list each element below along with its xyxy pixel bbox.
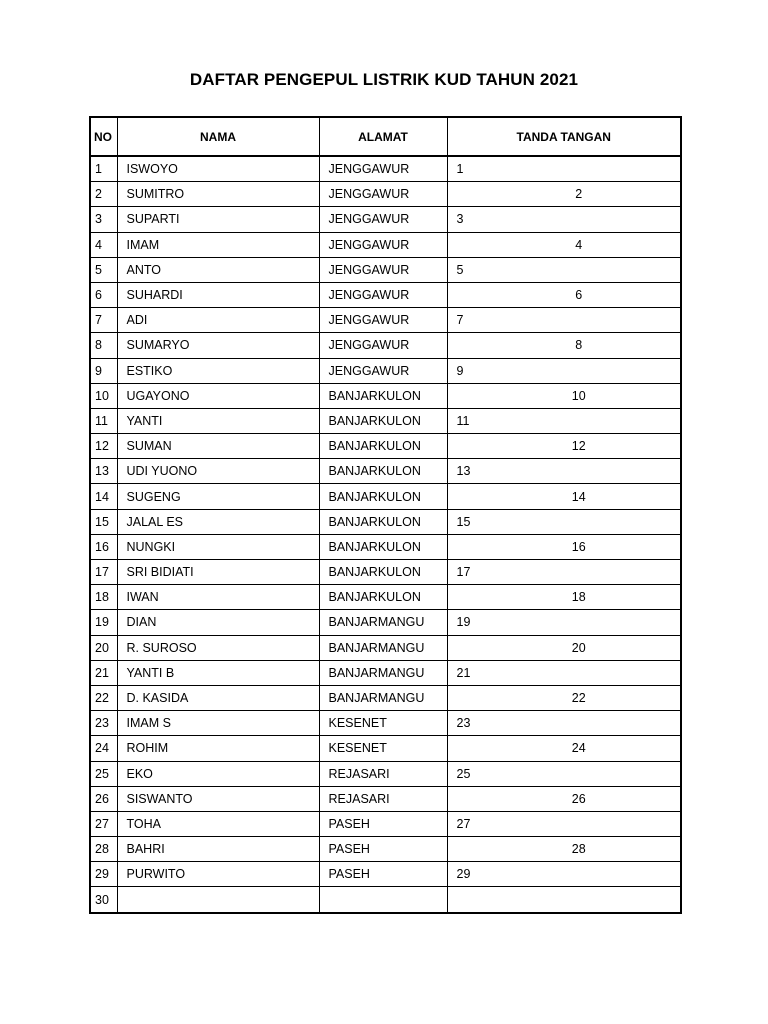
table-row xyxy=(90,434,681,459)
cell-no: 30 xyxy=(90,887,117,913)
cell-tanda-tangan: 17 xyxy=(447,560,681,585)
cell-tanda-tangan: 24 xyxy=(447,736,681,761)
table-row xyxy=(90,685,681,710)
cell-nama: YANTI B xyxy=(117,660,319,685)
table-row xyxy=(90,610,681,635)
cell-no: 4 xyxy=(90,232,117,257)
cell-nama: SUHARDI xyxy=(117,282,319,307)
cell-alamat: JENGGAWUR xyxy=(319,308,447,333)
cell-alamat: PASEH xyxy=(319,862,447,887)
cell-no: 25 xyxy=(90,761,117,786)
cell-tanda-tangan xyxy=(447,887,681,913)
cell-nama: SUMARYO xyxy=(117,333,319,358)
cell-nama: D. KASIDA xyxy=(117,685,319,710)
cell-alamat: JENGGAWUR xyxy=(319,358,447,383)
cell-alamat: BANJARMANGU xyxy=(319,610,447,635)
cell-tanda-tangan: 13 xyxy=(447,459,681,484)
cell-alamat: BANJARKULON xyxy=(319,434,447,459)
cell-nama: NUNGKI xyxy=(117,534,319,559)
cell-alamat: REJASARI xyxy=(319,761,447,786)
cell-alamat xyxy=(319,887,447,913)
cell-nama: JALAL ES xyxy=(117,509,319,534)
cell-tanda-tangan: 18 xyxy=(447,585,681,610)
table-row xyxy=(90,837,681,862)
table-row xyxy=(90,862,681,887)
cell-no: 11 xyxy=(90,408,117,433)
cell-tanda-tangan: 2 xyxy=(447,182,681,207)
cell-tanda-tangan: 3 xyxy=(447,207,681,232)
cell-alamat: KESENET xyxy=(319,736,447,761)
table-row xyxy=(90,509,681,534)
cell-nama: ESTIKO xyxy=(117,358,319,383)
header-row xyxy=(90,117,681,156)
cell-alamat: PASEH xyxy=(319,837,447,862)
cell-alamat: JENGGAWUR xyxy=(319,282,447,307)
header-alamat: ALAMAT xyxy=(319,117,447,156)
cell-alamat: PASEH xyxy=(319,811,447,836)
table-header xyxy=(90,117,681,156)
cell-no: 26 xyxy=(90,786,117,811)
cell-alamat: BANJARKULON xyxy=(319,560,447,585)
cell-tanda-tangan: 28 xyxy=(447,837,681,862)
table-row xyxy=(90,232,681,257)
table-row xyxy=(90,887,681,913)
table-row xyxy=(90,736,681,761)
cell-tanda-tangan: 22 xyxy=(447,685,681,710)
cell-no: 2 xyxy=(90,182,117,207)
cell-nama: IMAM xyxy=(117,232,319,257)
cell-nama: ADI xyxy=(117,308,319,333)
cell-no: 19 xyxy=(90,610,117,635)
table-row xyxy=(90,585,681,610)
cell-tanda-tangan: 23 xyxy=(447,711,681,736)
table-row xyxy=(90,156,681,182)
cell-nama xyxy=(117,887,319,913)
cell-nama: SUMAN xyxy=(117,434,319,459)
cell-tanda-tangan: 4 xyxy=(447,232,681,257)
cell-alamat: KESENET xyxy=(319,711,447,736)
cell-tanda-tangan: 10 xyxy=(447,383,681,408)
cell-no: 17 xyxy=(90,560,117,585)
cell-nama: YANTI xyxy=(117,408,319,433)
cell-no: 8 xyxy=(90,333,117,358)
cell-no: 7 xyxy=(90,308,117,333)
cell-tanda-tangan: 14 xyxy=(447,484,681,509)
cell-nama: UDI YUONO xyxy=(117,459,319,484)
cell-nama: UGAYONO xyxy=(117,383,319,408)
cell-alamat: BANJARKULON xyxy=(319,585,447,610)
cell-nama: DIAN xyxy=(117,610,319,635)
cell-alamat: BANJARKULON xyxy=(319,534,447,559)
cell-no: 28 xyxy=(90,837,117,862)
cell-alamat: BANJARKULON xyxy=(319,408,447,433)
cell-alamat: JENGGAWUR xyxy=(319,156,447,182)
cell-tanda-tangan: 26 xyxy=(447,786,681,811)
cell-no: 10 xyxy=(90,383,117,408)
cell-nama: IMAM S xyxy=(117,711,319,736)
cell-nama: R. SUROSO xyxy=(117,635,319,660)
cell-nama: BAHRI xyxy=(117,837,319,862)
cell-tanda-tangan: 20 xyxy=(447,635,681,660)
cell-alamat: BANJARKULON xyxy=(319,383,447,408)
cell-tanda-tangan: 25 xyxy=(447,761,681,786)
cell-tanda-tangan: 1 xyxy=(447,156,681,182)
cell-no: 13 xyxy=(90,459,117,484)
cell-nama: SUGENG xyxy=(117,484,319,509)
cell-alamat: JENGGAWUR xyxy=(319,257,447,282)
table-row xyxy=(90,484,681,509)
cell-no: 24 xyxy=(90,736,117,761)
cell-no: 12 xyxy=(90,434,117,459)
cell-alamat: BANJARKULON xyxy=(319,509,447,534)
cell-tanda-tangan: 7 xyxy=(447,308,681,333)
cell-nama: SUMITRO xyxy=(117,182,319,207)
table-row xyxy=(90,660,681,685)
cell-tanda-tangan: 27 xyxy=(447,811,681,836)
cell-alamat: JENGGAWUR xyxy=(319,182,447,207)
cell-no: 18 xyxy=(90,585,117,610)
cell-no: 20 xyxy=(90,635,117,660)
table-row xyxy=(90,282,681,307)
cell-nama: PURWITO xyxy=(117,862,319,887)
cell-no: 22 xyxy=(90,685,117,710)
header-tanda-tangan: TANDA TANGAN xyxy=(447,117,681,156)
table-row xyxy=(90,408,681,433)
table-row xyxy=(90,182,681,207)
cell-alamat: BANJARMANGU xyxy=(319,635,447,660)
table-row xyxy=(90,711,681,736)
table-row xyxy=(90,207,681,232)
collector-table xyxy=(89,116,682,914)
cell-nama: ISWOYO xyxy=(117,156,319,182)
table-row xyxy=(90,534,681,559)
cell-no: 5 xyxy=(90,257,117,282)
table-row xyxy=(90,811,681,836)
cell-tanda-tangan: 16 xyxy=(447,534,681,559)
cell-nama: SRI BIDIATI xyxy=(117,560,319,585)
cell-nama: ANTO xyxy=(117,257,319,282)
table-row xyxy=(90,786,681,811)
table-row xyxy=(90,635,681,660)
cell-no: 27 xyxy=(90,811,117,836)
cell-tanda-tangan: 5 xyxy=(447,257,681,282)
cell-no: 29 xyxy=(90,862,117,887)
cell-tanda-tangan: 19 xyxy=(447,610,681,635)
cell-tanda-tangan: 9 xyxy=(447,358,681,383)
cell-nama: SISWANTO xyxy=(117,786,319,811)
cell-no: 21 xyxy=(90,660,117,685)
header-nama: NAMA xyxy=(117,117,319,156)
cell-no: 1 xyxy=(90,156,117,182)
cell-nama: SUPARTI xyxy=(117,207,319,232)
table-row xyxy=(90,459,681,484)
cell-no: 23 xyxy=(90,711,117,736)
cell-alamat: BANJARKULON xyxy=(319,484,447,509)
cell-alamat: JENGGAWUR xyxy=(319,207,447,232)
table-row xyxy=(90,358,681,383)
cell-no: 15 xyxy=(90,509,117,534)
cell-no: 16 xyxy=(90,534,117,559)
table-row xyxy=(90,308,681,333)
cell-tanda-tangan: 29 xyxy=(447,862,681,887)
cell-nama: ROHIM xyxy=(117,736,319,761)
cell-no: 14 xyxy=(90,484,117,509)
cell-no: 6 xyxy=(90,282,117,307)
page-title: DAFTAR PENGEPUL LISTRIK KUD TAHUN 2021 xyxy=(189,70,579,89)
cell-tanda-tangan: 12 xyxy=(447,434,681,459)
cell-alamat: BANJARMANGU xyxy=(319,660,447,685)
table-row xyxy=(90,257,681,282)
cell-no: 9 xyxy=(90,358,117,383)
cell-alamat: BANJARKULON xyxy=(319,459,447,484)
table-row xyxy=(90,761,681,786)
cell-no: 3 xyxy=(90,207,117,232)
table-body xyxy=(90,156,681,913)
cell-tanda-tangan: 8 xyxy=(447,333,681,358)
cell-tanda-tangan: 21 xyxy=(447,660,681,685)
cell-tanda-tangan: 11 xyxy=(447,408,681,433)
cell-alamat: REJASARI xyxy=(319,786,447,811)
cell-nama: EKO xyxy=(117,761,319,786)
table-row xyxy=(90,560,681,585)
cell-nama: TOHA xyxy=(117,811,319,836)
table-row xyxy=(90,333,681,358)
cell-nama: IWAN xyxy=(117,585,319,610)
cell-alamat: BANJARMANGU xyxy=(319,685,447,710)
header-no: NO xyxy=(90,117,117,156)
cell-alamat: JENGGAWUR xyxy=(319,333,447,358)
table-row xyxy=(90,383,681,408)
cell-tanda-tangan: 15 xyxy=(447,509,681,534)
cell-tanda-tangan: 6 xyxy=(447,282,681,307)
cell-alamat: JENGGAWUR xyxy=(319,232,447,257)
